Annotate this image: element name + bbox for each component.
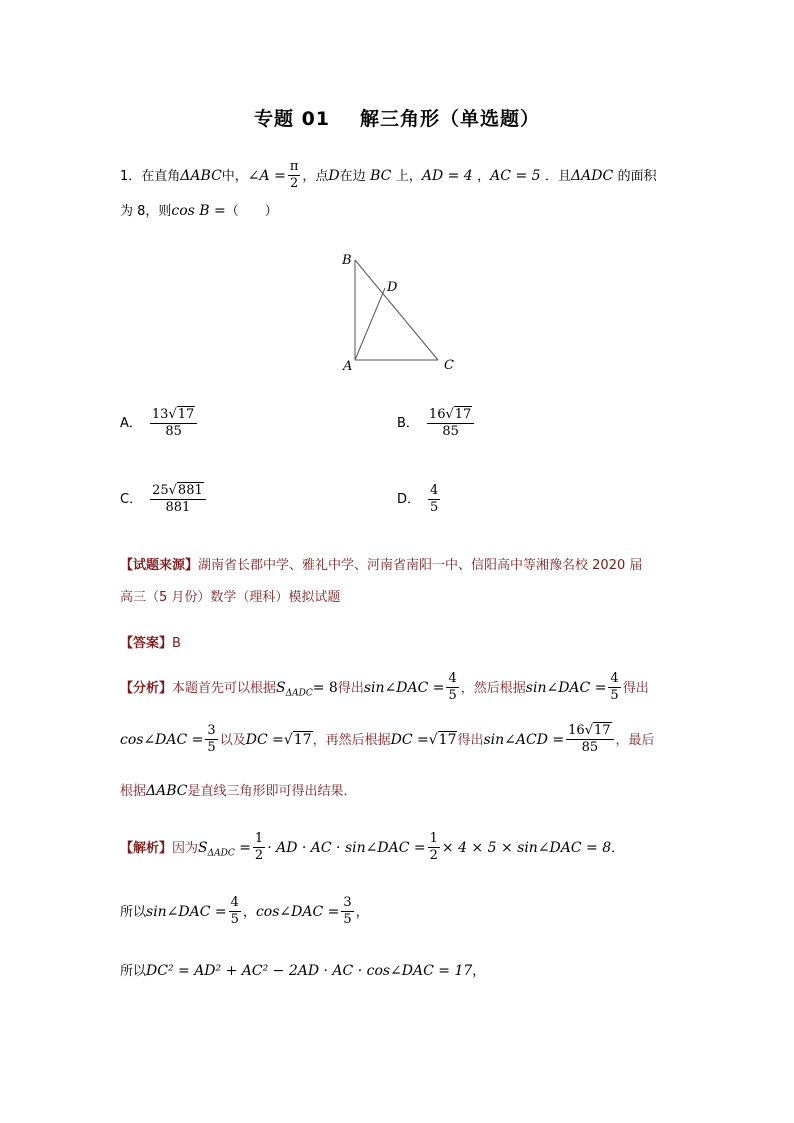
a-text: ，最后 xyxy=(615,732,655,748)
answer-value: B xyxy=(172,636,181,651)
coef: 25 xyxy=(152,483,169,498)
frac-4-5 xyxy=(229,896,241,928)
edge-bc xyxy=(355,260,438,360)
q-math: ΔABC xyxy=(180,167,222,184)
a-math: DC = xyxy=(245,731,284,748)
a-text: 以及 xyxy=(219,732,246,748)
solution-line-1 xyxy=(120,832,624,864)
a-math: sin∠DAC = xyxy=(525,679,607,696)
a-text: 是直线三角形即可得出结果． xyxy=(187,784,357,799)
a-math: S xyxy=(276,679,286,696)
option-letter: C． xyxy=(120,492,143,508)
q-math: cos B = xyxy=(171,203,226,219)
frac-num: 1 xyxy=(428,832,440,848)
frac-3-5 xyxy=(205,724,217,756)
analysis-line-1 xyxy=(120,672,649,704)
frac-num xyxy=(150,484,206,500)
frac-num xyxy=(150,408,197,424)
q-math: D xyxy=(328,167,340,184)
sqrt: √17 xyxy=(168,407,195,422)
option-letter: D． xyxy=(397,492,421,508)
source-text: 湖南省长郡中学、雅礼中学、河南省南阳一中、信阳高中等湘豫名校 2020 届 xyxy=(198,558,643,573)
a-text: ，然后根据 xyxy=(460,680,526,696)
frac-den: 85 xyxy=(581,740,599,756)
q-text: ．且 xyxy=(545,168,572,184)
s-text: 所以 xyxy=(120,964,147,979)
option-fraction xyxy=(150,408,197,440)
frac-den: 2 xyxy=(289,176,299,192)
frac-1-2 xyxy=(428,832,440,864)
a-text: 得出 xyxy=(337,680,364,696)
triangle-figure xyxy=(330,248,470,378)
answer-line xyxy=(120,632,181,651)
frac-16rt17-85 xyxy=(566,724,613,756)
s-text: ， xyxy=(242,904,256,920)
q-math: AD = 4 xyxy=(421,167,473,184)
option-fraction xyxy=(150,484,206,516)
s-text: 所以 xyxy=(120,904,147,920)
s-math: DC² = AD² + AC² − 2AD · AC · cos∠DAC = 17 xyxy=(146,963,473,979)
frac-num: 1 xyxy=(253,832,265,848)
s-math: cos∠DAC = xyxy=(255,903,340,920)
a-math: ΔABC xyxy=(146,783,188,799)
answer-blank: （ ） xyxy=(225,204,278,219)
option-letter: B． xyxy=(397,416,419,432)
frac-4-5 xyxy=(446,672,458,704)
a-math: DC = xyxy=(390,731,429,748)
question-line-1 xyxy=(120,160,657,192)
q-text: 中， xyxy=(221,168,248,184)
a-math: sin∠DAC = xyxy=(363,679,445,696)
option-d[interactable] xyxy=(397,484,442,516)
s-math: S xyxy=(198,839,208,856)
point-label-d: D xyxy=(387,280,398,295)
q-math: ΔADC xyxy=(571,167,614,184)
q-text: 的面积 xyxy=(617,168,657,184)
frac-den: 5 xyxy=(343,912,352,928)
solution-line-2 xyxy=(120,896,369,928)
s-text: ， xyxy=(355,904,369,920)
sqrt: √881 xyxy=(168,483,203,498)
s-text: ， xyxy=(472,964,486,979)
coef: 13 xyxy=(151,407,169,422)
solution-label: 【解析】 xyxy=(120,840,173,856)
sqrt: √17 xyxy=(283,731,312,748)
q-math: BC xyxy=(370,167,392,184)
frac-num: 4 xyxy=(446,672,458,688)
a-text: 根据 xyxy=(120,784,147,799)
frac-den: 2 xyxy=(429,848,438,864)
a-math: sin∠ACD = xyxy=(483,731,565,748)
q-text: 在边 xyxy=(339,168,366,184)
frac-num: 3 xyxy=(205,724,217,740)
frac-den: 5 xyxy=(610,688,619,704)
source-line-1 xyxy=(120,554,642,573)
a-text: 得出 xyxy=(622,680,649,696)
coef: 16 xyxy=(428,407,446,422)
analysis-label: 【分析】 xyxy=(120,680,173,696)
frac-den: 85 xyxy=(442,424,459,440)
q-text: ，点 xyxy=(302,168,329,184)
source-line-2 xyxy=(120,586,340,605)
frac-den: 2 xyxy=(254,848,264,864)
q-text: ， xyxy=(477,168,491,184)
option-b[interactable] xyxy=(397,408,476,440)
q-text: 为 8，则 xyxy=(120,204,172,219)
frac-den: 5 xyxy=(230,912,239,928)
title-main: 解三角形（单选题） xyxy=(360,108,541,130)
a-math: = 8 xyxy=(312,679,338,696)
question-line-2 xyxy=(120,200,278,219)
q-text: 上， xyxy=(395,168,422,184)
frac-num: 4 xyxy=(428,484,440,500)
a-text: 得出 xyxy=(457,732,484,748)
q-text: 在直角 xyxy=(141,168,181,184)
fraction-pi-over-2 xyxy=(288,160,301,192)
a-text: 本题首先可以根据 xyxy=(172,680,277,696)
a-text: ，再然后根据 xyxy=(312,732,391,748)
frac-num xyxy=(427,408,474,424)
frac-4-5 xyxy=(608,672,620,704)
title-prefix: 专题 01 xyxy=(253,108,331,130)
frac-1-2 xyxy=(253,832,265,864)
q-math: AC = 5 xyxy=(490,167,541,184)
frac-num: π xyxy=(288,160,301,176)
source-text: 高三（5 月份）数学（理科）模拟试题 xyxy=(120,590,341,605)
s-math: = xyxy=(239,839,251,856)
point-label-c: C xyxy=(444,358,454,373)
s-text: 因为 xyxy=(172,840,199,856)
page-title xyxy=(0,104,794,131)
s-text: ． xyxy=(611,840,625,856)
s-math: × 4 × 5 × sin∠DAC = 8 xyxy=(441,839,612,856)
option-letter: A． xyxy=(120,416,142,432)
radicand: 17 xyxy=(293,731,312,748)
option-fraction xyxy=(427,408,474,440)
frac-den: 85 xyxy=(165,424,182,440)
frac-den: 5 xyxy=(448,688,457,704)
frac-num: 4 xyxy=(608,672,620,688)
radicand: 17 xyxy=(438,731,457,748)
question-number: 1． xyxy=(120,168,142,184)
radicand: 17 xyxy=(177,407,195,422)
option-c[interactable] xyxy=(120,484,208,516)
coef: 16 xyxy=(568,723,585,738)
source-label: 【试题来源】 xyxy=(120,558,199,573)
option-fraction xyxy=(428,484,440,516)
frac-3-5 xyxy=(341,896,353,928)
segment-ad xyxy=(355,288,385,360)
solution-line-3 xyxy=(120,960,485,979)
q-math: ∠A = xyxy=(247,167,286,184)
radicand: 17 xyxy=(454,407,472,422)
s-math: · AD · AC · sin∠DAC = xyxy=(267,839,426,856)
sqrt: √17 xyxy=(428,731,457,748)
a-math: cos∠DAC = xyxy=(120,731,204,748)
option-a[interactable] xyxy=(120,408,199,440)
sqrt: √17 xyxy=(445,407,472,422)
radicand: 17 xyxy=(593,723,611,738)
analysis-line-2 xyxy=(120,724,655,756)
point-label-b: B xyxy=(342,253,352,268)
analysis-line-3 xyxy=(120,780,357,799)
s-math-sub: ΔADC xyxy=(207,848,235,859)
a-math-sub: ΔADC xyxy=(285,688,313,699)
frac-num xyxy=(566,724,613,740)
radicand: 881 xyxy=(177,483,203,498)
frac-num: 4 xyxy=(229,896,241,912)
frac-den: 5 xyxy=(430,500,439,516)
point-label-a: A xyxy=(343,359,353,374)
frac-den: 5 xyxy=(207,740,216,756)
s-math: sin∠DAC = xyxy=(146,903,227,920)
sqrt: √17 xyxy=(584,723,611,738)
answer-label: 【答案】 xyxy=(120,636,173,651)
frac-num: 3 xyxy=(341,896,353,912)
frac-den: 881 xyxy=(165,500,191,516)
